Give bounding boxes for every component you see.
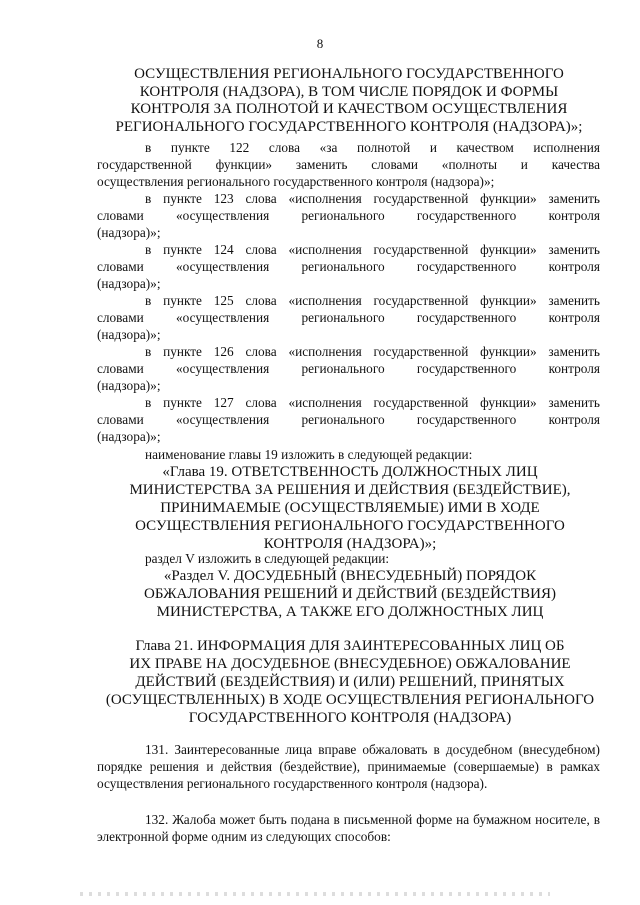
- title-line: МИНИСТЕРСТВА, А ТАКЖЕ ЕГО ДОЛЖНОСТНЫХ ЛИЦ: [156, 604, 544, 620]
- item-line: словами «осуществления регионального государственного контроля: [97, 208, 600, 223]
- item-line: словами «осуществления регионального государственного контроля: [97, 361, 600, 376]
- heading-line: КОНТРОЛЯ (НАДЗОРА), В ТОМ ЧИСЛЕ ПОРЯДОК И ФОРМЫ: [139, 83, 559, 100]
- title-line: Глава 21. ИНФОРМАЦИЯ ДЛЯ ЗАИНТЕРЕСОВАННЫХ ЛИЦ ОБ: [135, 638, 565, 654]
- title-line: ОБЖАЛОВАНИЯ РЕШЕНИЙ И ДЕЙСТВИЙ (БЕЗДЕЙСТВИЯ): [144, 586, 556, 602]
- page-number: 8: [316, 36, 324, 51]
- item-line: в пункте 126 слова «исполнения государственной функции» заменить: [145, 344, 600, 359]
- section5-intro: раздел V изложить в следующей редакции:: [145, 551, 390, 566]
- item-line: в пункте 125 слова «исполнения государственной функции» заменить: [145, 293, 600, 308]
- item-line: в пункте 122 слова «за полнотой и качеством исполнения: [145, 140, 600, 155]
- title-line: ДЕЙСТВИЙ (БЕЗДЕЙСТВИЯ) И (ИЛИ) РЕШЕНИЙ, ПРИНЯТЫХ: [135, 674, 565, 690]
- chapter21-title: [100, 637, 600, 727]
- title-line: ОСУЩЕСТВЛЕНИЯ РЕГИОНАЛЬНОГО ГОСУДАРСТВЕННОГО: [135, 518, 565, 534]
- title-line: «Раздел V. ДОСУДЕБНЫЙ (ВНЕСУДЕБНЫЙ) ПОРЯДОК: [163, 568, 537, 584]
- item-line: словами «осуществления регионального государственного контроля: [97, 259, 600, 274]
- heading-line: ОСУЩЕСТВЛЕНИЯ РЕГИОНАЛЬНОГО ГОСУДАРСТВЕННОГО: [134, 66, 564, 82]
- item-line: (надзора)»;: [97, 378, 161, 393]
- heading-line: КОНТРОЛЯ ЗА ПОЛНОТОЙ И КАЧЕСТВОМ ОСУЩЕСТВЛЕНИЯ: [130, 101, 568, 117]
- title-line: ПРИНИМАЕМЫЕ (ОСУЩЕСТВЛЯЕМЫЕ) ИМИ В ХОДЕ: [160, 500, 540, 516]
- paragraph-131: 131. Заинтересованные лица вправе обжаловать в досудебном (внесудебном) порядке решения и действия (бездействие), принимаемые (совершаемые) в рамках осуществления регионального государственного контроля (надзора).: [97, 742, 600, 791]
- item-line: (надзора)»;: [97, 327, 161, 342]
- paragraph-132: 132. Жалоба может быть подана в письменной форме на бумажном носителе, в электронной форме одним из следующих способов:: [97, 812, 600, 844]
- item-line: (надзора)»;: [97, 225, 161, 240]
- chapter19-intro: наименование главы 19 изложить в следующей редакции:: [145, 447, 473, 462]
- scan-artifacts: [80, 892, 550, 896]
- section5-title: [110, 567, 590, 621]
- item-line: словами «осуществления регионального государственного контроля: [97, 310, 600, 325]
- item-line: (надзора)»;: [97, 276, 161, 291]
- title-line: (ОСУЩЕСТВЛЕННЫХ) В ХОДЕ ОСУЩЕСТВЛЕНИЯ РЕГИОНАЛЬНОГО: [105, 692, 595, 708]
- item-line: в пункте 124 слова «исполнения государственной функции» заменить: [145, 242, 600, 257]
- title-line: МИНИСТЕРСТВА ЗА РЕШЕНИЯ И ДЕЙСТВИЯ (БЕЗДЕЙСТВИЕ),: [129, 482, 571, 498]
- item-line: осуществления регионального государственного контроля (надзора)»;: [97, 174, 495, 189]
- chapter19-title: [110, 463, 590, 553]
- title-line: «Глава 19. ОТВЕТСТВЕННОСТЬ ДОЛЖНОСТНЫХ ЛИЦ: [162, 464, 538, 480]
- heading-line: РЕГИОНАЛЬНОГО ГОСУДАРСТВЕННОГО КОНТРОЛЯ (НАДЗОРА)»;: [115, 118, 583, 135]
- heading-top: [95, 66, 603, 136]
- item-line: государственной функции» заменить словами «полноты и качества: [97, 157, 600, 172]
- title-line: ГОСУДАРСТВЕННОГО КОНТРОЛЯ (НАДЗОРА): [188, 710, 512, 726]
- item-line: в пункте 127 слова «исполнения государственной функции» заменить: [145, 395, 600, 410]
- item-line: в пункте 123 слова «исполнения государственной функции» заменить: [145, 191, 600, 206]
- item-line: словами «осуществления регионального государственного контроля: [97, 412, 600, 427]
- title-line: ИХ ПРАВЕ НА ДОСУДЕБНОЕ (ВНЕСУДЕБНОЕ) ОБЖАЛОВАНИЕ: [129, 656, 571, 672]
- title-line: КОНТРОЛЯ (НАДЗОРА)»;: [263, 536, 437, 552]
- item-line: (надзора)»;: [97, 429, 161, 444]
